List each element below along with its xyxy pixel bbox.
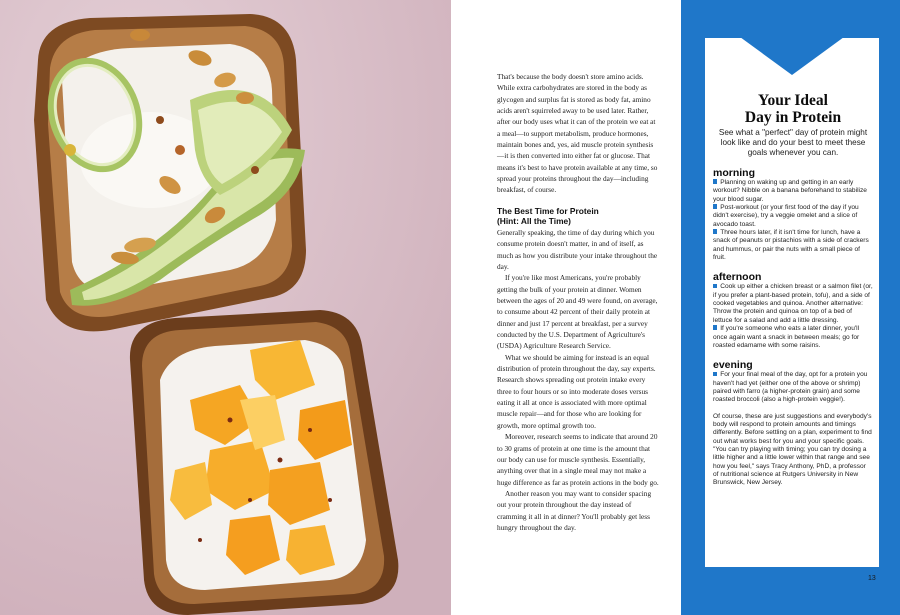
list-item: For your final meal of the day, opt for a protein you haven't had yet (either one of the above or shrimp) paired with farro (a higher-protein grain) and some roasted broccoli (also a high-protein veggie!). [713,371,868,404]
bullet-square-icon [713,372,717,376]
section-morning [713,167,873,262]
sidebar-title-line1: Your Ideal [758,92,828,109]
protein-sidebar [681,0,900,615]
bullet-square-icon [713,204,717,208]
cucumber-toast [34,14,306,331]
sidebar-content [713,92,873,488]
sidebar-closing-paragraph: Of course, these are just suggestions and everybody's body will respond to protein amounts and timings differently. Before settling on a plan, experiment to find out what works best for you and your specific goals. "You can try playing with timing; you can try dosing a little higher and a little lower within that range and see how you feel," says Tracy Anthony, PhD, a professor of nutritional science at Rutgers University in New Brunswick, New Jersey. [713,412,872,487]
orange-toast [130,310,398,615]
bullet-square-icon [713,229,717,233]
list-item: If you're someone who eats a later dinner, you'll once again want a snack in between meals; go for roasted edamame with some raisins. [713,325,860,349]
section-heading-line2: (Hint: All the Time) [497,216,571,227]
article-paragraph: What we should be aiming for instead is an equal distribution of protein throughout the day, say experts. Research shows spreading out protein intake every three to four hours or so into moderate doses versus eating it all at once is associated with more optimal muscle repair—and for those who are looking for growth, more optimal growth too. [497,352,656,430]
article-column [497,71,660,533]
article-intro-paragraph: That's because the body doesn't store amino acids. While extra carbohydrates are stored in the body as glycogen and surplus fat is stored as body fat, amino acids aren't squirreled away to be used later. Rather, after our body uses what it can of the protein we eat at a meal—to support metabolism, produce hormones, maintain bones and, yes, aid muscle protein synthesis—it is then converted into either fat or glucose. That means it's best to have protein available at any time, so spread your proteins throughout the day—including breakfast, of course. [497,72,658,195]
page-number: 13 [868,575,876,582]
section-heading-afternoon: afternoon [713,271,762,284]
bullet-square-icon [713,325,717,329]
sidebar-title-line2: Day in Protein [744,109,842,126]
sidebar-intro: See what a "perfect" day of protein might look like and do your best to meet these goals whenever you can. [718,128,868,157]
section-heading-line1: The Best Time for Protein [497,205,599,216]
list-item: Post-workout (or your first food of the day if you didn't exercise), try a veggie omelet and a slice of avocado toast. [713,204,859,228]
article-paragraph: If you're like most Americans, you're probably getting the bulk of your protein at dinner. Women between the ages of 20 and 49 were found, on average, to consume about 42 percent of their daily protein at dinner and just 17 percent at breakfast, per a survey conducted by the U.S. Department of Agriculture's (USDA) Agriculture Research Service. [497,273,658,351]
article-paragraph: Generally speaking, the time of day during which you consume protein doesn't matter, in and of itself, as much as how you distribute your intake throughout the day. [497,227,658,271]
article-paragraph: Moreover, research seems to indicate that around 20 to 30 grams of protein at one time is the amount that our body can use for muscle synthesis. Essentially, anything over that in a single meal may not make a huge difference as far as protein actions in the body go. [497,432,659,487]
article-paragraph: Another reason you may want to consider spacing out your protein throughout the day instead of cramming it all in at dinner? You'll probably get less hungry throughout the day. [497,488,652,532]
section-evening [713,359,873,404]
section-heading-evening: evening [713,359,753,372]
chevron-notch-icon [705,37,879,77]
section-heading [497,206,660,227]
bullet-square-icon [713,284,717,288]
list-item: Planning on waking up and getting in an early workout? Nibble on a banana beforehand to stabilize your blood sugar. [713,179,867,203]
list-item: Cook up either a chicken breast or a salmon filet (or, if you prefer a plant-based protein, tofu), and a side of cooked vegetables and quinoa. Another alternative: Throw the protein and quinoa on top of a bed of lettuce for a salad and add a little dressing. [713,283,873,324]
bullet-square-icon [713,179,717,183]
sidebar-title [713,92,873,126]
list-item: Three hours later, if it isn't time for lunch, have a snack of peanuts or pistachios with a side of crackers and hummus, or pair the nuts with a small piece of fruit. [713,229,869,262]
section-afternoon [713,271,873,350]
section-heading-morning: morning [713,167,755,179]
